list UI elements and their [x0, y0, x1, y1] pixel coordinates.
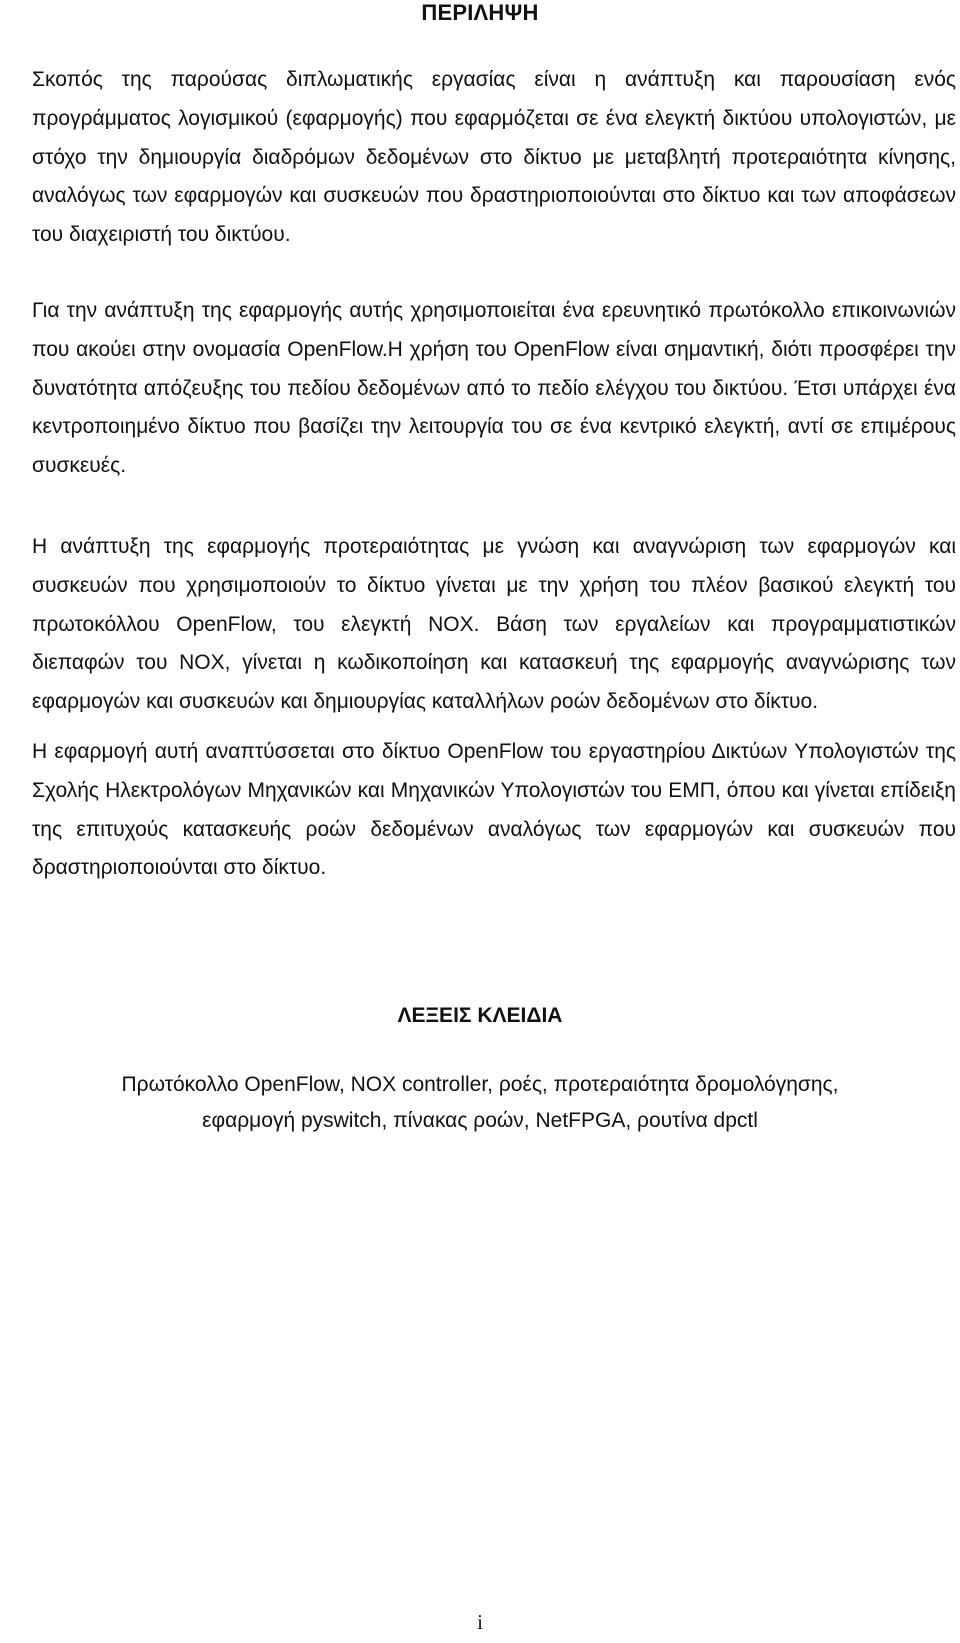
keywords-line-2: εφαρμογή pyswitch, πίνακας ροών, NetFPGA, ρουτίνα dpctl [202, 1109, 758, 1132]
abstract-paragraph-3: Η ανάπτυξη της εφαρμογής προτεραιότητας με γνώση και αναγνώριση των εφαρμογών και συσκευών που χρησιμοποιούν το δίκτυο γίνεται με την χρήση του πλέον βασικού ελεγκτή του πρωτοκόλλου OpenFlow, του ελεγκτή NOX. Βάση των εργαλείων και προγραμματιστικών διεπαφών του NOX, γίνεται η κωδικοποίηση και κατασκευή της εφαρμογής αναγνώρισης των εφαρμογών και συσκευών και δημιουργίας καταλλήλων ροών δεδομένων στο δίκτυο. [32, 535, 956, 714]
keywords-line-1: Πρωτόκολλο OpenFlow, NOX controller, ροές, προτεραιότητα δρομολόγησης, [121, 1073, 839, 1096]
keywords-heading: ΛΕΞΕΙΣ ΚΛΕΙΔΙΑ [397, 1004, 563, 1027]
abstract-paragraph-4: Η εφαρμογή αυτή αναπτύσσεται στο δίκτυο OpenFlow του εργαστηρίου Δικτύων Υπολογιστών της Σχολής Ηλεκτρολόγων Μηχανικών και Μηχανικών Υπολογιστών του ΕΜΠ, όπου και γίνεται επίδειξη της επιτυχούς κατασκευής ροών δεδομένων αναλόγως των εφαρμογών και συσκευών που δραστηριοποιούνται στο δίκτυο. [32, 740, 956, 880]
page-title: ΠΕΡΙΛΗΨΗ [421, 0, 539, 25]
abstract-paragraph-1: Σκοπός της παρούσας διπλωματικής εργασίας είναι η ανάπτυξη και παρουσίαση ενός προγράμματος λογισμικού (εφαρμογής) που εφαρμόζεται σε ένα ελεγκτή δικτύου υπολογιστών, με στόχο την δημιουργία διαδρόμων δεδομένων στο δίκτυο με μεταβλητή προτεραιότητα κίνησης, αναλόγως των εφαρμογών και συσκευών που δραστηριοποιούνται στο δίκτυο και των αποφάσεων του διαχειριστή του δικτύου. [32, 68, 956, 247]
abstract-paragraph-2: Για την ανάπτυξη της εφαρμογής αυτής χρησιμοποιείται ένα ερευνητικό πρωτόκολλο επικοινωνιών που ακούει στην ονομασία OpenFlow.Η χρήση του OpenFlow είναι σημαντική, διότι προσφέρει την δυνατότητα απόζευξης του πεδίου δεδομένων από το πεδίο ελέγχου του δικτύου. Έτσι υπάρχει ένα κεντροποιημένο δίκτυο που βασίζει την λειτουργία του σε ένα κεντρικό ελεγκτή, αντί σε επιμέρους συσκευές. [32, 299, 956, 478]
page-number: i [477, 1610, 483, 1634]
keywords-list [32, 1067, 928, 1139]
